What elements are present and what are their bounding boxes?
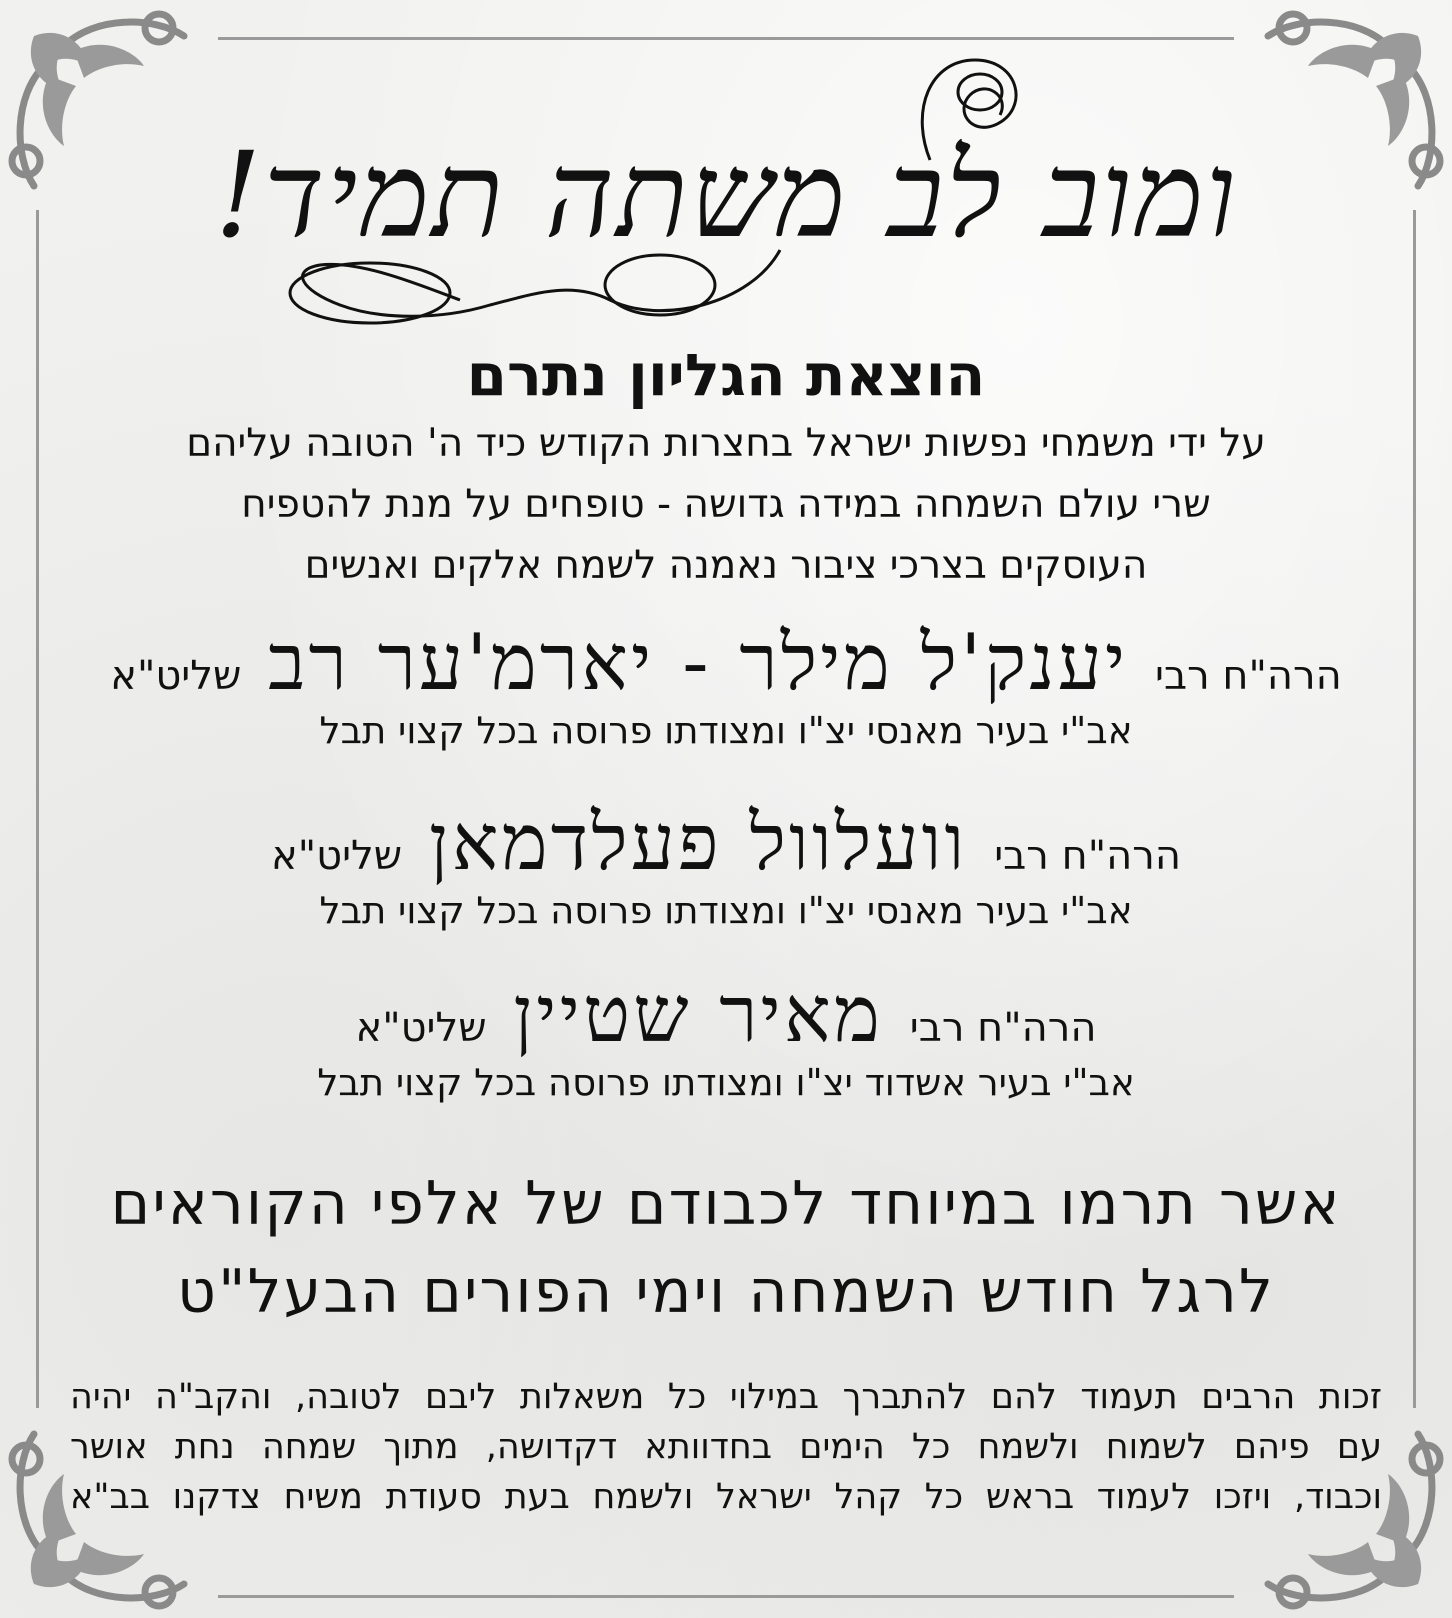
- intro-line: שרי עולם השמחה במידה גדושה - טופחים על מנת להטפיח: [241, 482, 1211, 527]
- blessing-line: עם פיהם לשמוח ולשמח כל הימים בחדוותא דקדושה, מתוך שמחה נחת אושר: [70, 1427, 1382, 1467]
- rabbi-description: אב"י בעיר מאנסי יצ"ו ומצודתו פרוסה בכל קצוי תבל: [319, 709, 1133, 752]
- blessing-line: זכות הרבים תעמוד להם להתברך במילוי כל משאלות ליבם לטובה, והקב"ה יהיה: [70, 1377, 1382, 1417]
- honor-statement: [60, 1160, 1392, 1336]
- rabbi-suffix: שליט"א: [271, 833, 403, 879]
- rabbi-name: מאיר שטיין: [513, 970, 884, 1060]
- rabbi-prefix: הרה"ח רבי: [909, 1005, 1097, 1051]
- honor-line: לרגל חודש השמחה וימי הפורים הבעל"ט: [177, 1257, 1275, 1327]
- rabbi-prefix: הרה"ח רבי: [1155, 653, 1342, 699]
- blessing-line: וכבוד, ויזכו לעמוד בראש כל קהל ישראל ולשמח בעת סעודת משיח צדקנו בב"א: [70, 1477, 1382, 1517]
- page-title: ומוב לב משתה תמיד!: [214, 126, 1238, 264]
- rabbi-block: [40, 798, 1412, 933]
- rabbi-block: [40, 618, 1412, 753]
- honor-line: אשר תרמו במיוחד לכבודם של אלפי הקוראים: [110, 1169, 1342, 1239]
- intro-line: העוסקים בצרכי ציבור נאמנה לשמח אלקים ואנשים: [304, 543, 1148, 588]
- rabbi-description: אב"י בעיר מאנסי יצ"ו ומצודתו פרוסה בכל קצוי תבל: [319, 889, 1133, 932]
- blessing-paragraph: [70, 1372, 1382, 1522]
- intro-paragraph: [60, 413, 1392, 596]
- rabbi-block: [40, 970, 1412, 1105]
- rabbi-suffix: שליט"א: [110, 653, 242, 699]
- intro-line: על ידי משמחי נפשות ישראל בחצרות הקודש כיד ה' הטובה עליהם: [186, 421, 1266, 466]
- rabbi-name: וועלוול פעלדמאן: [428, 798, 968, 888]
- rabbi-prefix: הרה"ח רבי: [994, 833, 1181, 879]
- page-subtitle: הוצאת הגליון נתרם: [466, 341, 986, 409]
- rabbi-name: יענק'ל מילר - יארמ'ער רב: [268, 618, 1129, 708]
- rabbi-description: אב"י בעיר אשדוד יצ"ו ומצודתו פרוסה בכל קצוי תבל: [317, 1061, 1135, 1104]
- rabbi-suffix: שליט"א: [355, 1005, 487, 1051]
